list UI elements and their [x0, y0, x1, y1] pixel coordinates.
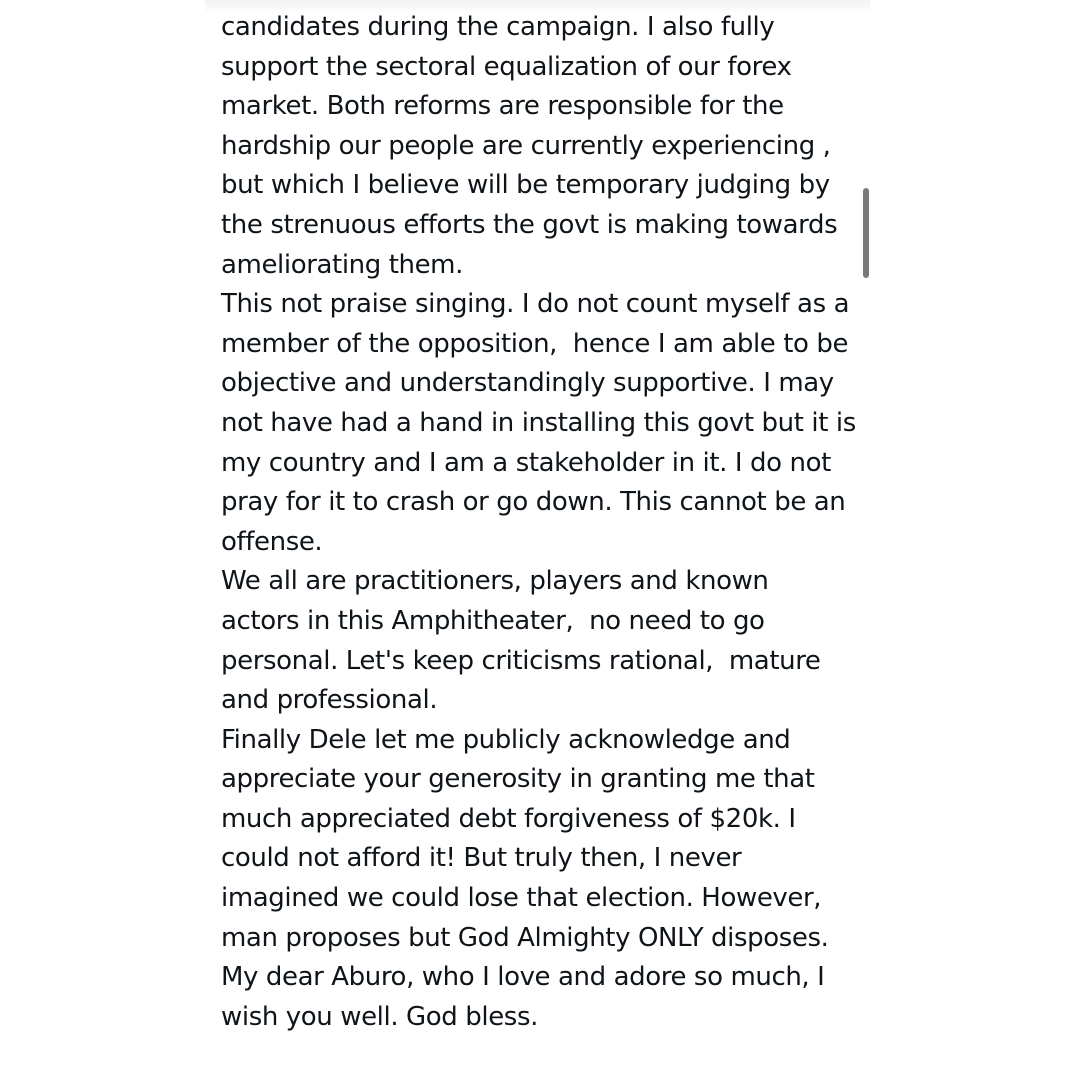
- post-text-line: actors in this Amphitheater, no need to go: [221, 605, 765, 636]
- scrollbar-thumb[interactable]: [863, 188, 869, 278]
- post-text-line: hardship our people are currently experiencing ,: [221, 130, 831, 161]
- post-text-line: We all are practitioners, players and known: [221, 566, 769, 597]
- post-text-line: could not afford it! But truly then, I never: [221, 843, 742, 874]
- post-text-line: wish you well. God bless.: [221, 1001, 538, 1032]
- post-text-line: market. Both reforms are responsible for the: [221, 91, 784, 122]
- post-text-line: This not praise singing. I do not count myself as a: [221, 289, 850, 320]
- post-text-line: pray for it to crash or go down. This cannot be an: [221, 487, 846, 518]
- post-text-line: candidates during the campaign. I also fully: [221, 12, 775, 42]
- post-text-line: personal. Let's keep criticisms rational, mature: [221, 645, 821, 676]
- post-text-line: not have had a hand in installing this govt but it is: [221, 407, 856, 438]
- post-text-line: support the sectoral equalization of our forex: [221, 51, 792, 82]
- post-text-line: my country and I am a stakeholder in it. I do not: [221, 447, 831, 478]
- post-text-line: man proposes but God Almighty ONLY disposes.: [221, 922, 829, 953]
- post-text-line: much appreciated debt forgiveness of $20k. I: [221, 803, 796, 834]
- post-text-line: offense.: [221, 526, 323, 557]
- post-text-line: ameliorating them.: [221, 249, 463, 280]
- post-text-line: Finally Dele let me publicly acknowledge and: [221, 724, 791, 755]
- post-text-body: [221, 8, 861, 1037]
- post-text-line: My dear Aburo, who I love and adore so much, I: [221, 962, 825, 993]
- post-text-line: objective and understandingly supportive. I may: [221, 368, 834, 399]
- post-text-line: and professional.: [221, 685, 438, 716]
- post-text-line: member of the opposition, hence I am able to be: [221, 328, 849, 359]
- post-text-line: but which I believe will be temporary judging by: [221, 170, 830, 201]
- post-text-line: the strenuous efforts the govt is making towards: [221, 209, 838, 240]
- post-text-line: imagined we could lose that election. However,: [221, 883, 822, 914]
- post-text-line: appreciate your generosity in granting me that: [221, 764, 815, 795]
